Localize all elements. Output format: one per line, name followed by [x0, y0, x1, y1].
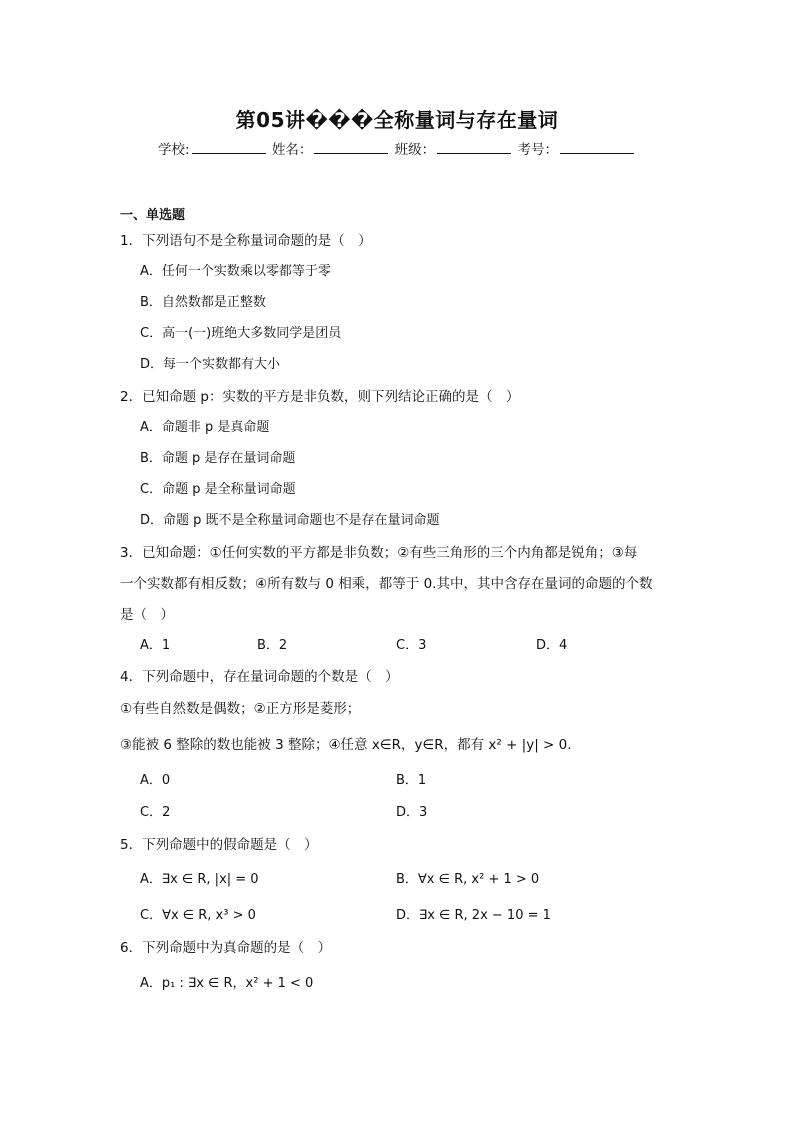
- question-2-option-d: D．命题 p 既不是全称量词命题也不是存在量词命题: [140, 513, 440, 528]
- question-6-stem: 6．下列命题中为真命题的是（ ）: [120, 940, 332, 956]
- question-1-option-d: D．每一个实数都有大小: [140, 357, 281, 372]
- question-4-line-2: ③能被 6 整除的数也能被 3 整除；④任意 x∈R，y∈R，都有 x² + |y| > 0.: [120, 737, 572, 753]
- question-5-option-b: B．∀x ∈ R, x² + 1 > 0: [396, 872, 540, 887]
- question-5-option-a: A．∃x ∈ R, |x| = 0: [140, 872, 259, 887]
- question-3-line-2: 一个实数都有相反数；④所有数与 0 相乘，都等于 0.其中，其中含存在量词的命题的个数: [120, 576, 653, 592]
- school-label: 学校:: [158, 142, 190, 158]
- question-5-stem: 5．下列命题中的假命题是（ ）: [120, 837, 318, 853]
- question-4-line-1: ①有些自然数是偶数；②正方形是菱形；: [120, 701, 361, 717]
- student-info-line: [0, 138, 794, 158]
- question-2-option-a: A．命题非 p 是真命题: [140, 420, 270, 435]
- class-blank: [437, 141, 511, 154]
- question-2-option-c: C．命题 p 是全称量词命题: [140, 482, 296, 497]
- question-5-option-c: C．∀x ∈ R, x³ > 0: [140, 908, 256, 923]
- question-3-option-a: A．1: [140, 638, 171, 653]
- question-4-option-b: B．1: [396, 773, 427, 788]
- name-blank: [314, 141, 388, 154]
- exam-number-blank: [560, 141, 634, 154]
- exam-number-label: 考号：: [517, 142, 558, 158]
- page-title: 第05讲���全称量词与存在量词: [235, 108, 559, 132]
- question-1-option-a: A．任何一个实数乘以零都等于零: [140, 264, 331, 279]
- question-6-option-a: A．p₁ : ∃x ∈ R，x² + 1 < 0: [140, 976, 314, 991]
- question-2-stem: 2．已知命题 p：实数的平方是非负数，则下列结论正确的是（ ）: [120, 389, 520, 405]
- question-3-line-1: 3．已知命题：①任何实数的平方都是非负数；②有些三角形的三个内角都是锐角；③每: [120, 545, 638, 561]
- question-2-option-b: B．命题 p 是存在量词命题: [140, 451, 296, 466]
- question-4-option-a: A．0: [140, 773, 171, 788]
- class-label: 班级：: [394, 142, 436, 158]
- question-3-line-3: 是（ ）: [120, 607, 174, 623]
- question-1-stem: 1．下列语句不是全称量词命题的是（ ）: [120, 233, 372, 249]
- question-4-option-d: D．3: [396, 805, 428, 820]
- question-1-option-b: B．自然数都是正整数: [140, 295, 266, 310]
- question-3-option-c: C．3: [396, 638, 427, 653]
- question-4-stem: 4．下列命题中，存在量词命题的个数是（ ）: [120, 669, 399, 685]
- question-5-option-d: D．∃x ∈ R, 2x − 10 = 1: [396, 908, 551, 923]
- question-3-option-d: D．4: [536, 638, 568, 653]
- question-4-option-c: C．2: [140, 805, 171, 820]
- question-3-option-b: B．2: [257, 638, 288, 653]
- name-label: 姓名：: [271, 142, 313, 158]
- question-1-option-c: C．高一(一)班绝大多数同学是团员: [140, 326, 342, 341]
- section-heading: 一、单选题: [120, 208, 186, 223]
- school-blank: [192, 141, 266, 154]
